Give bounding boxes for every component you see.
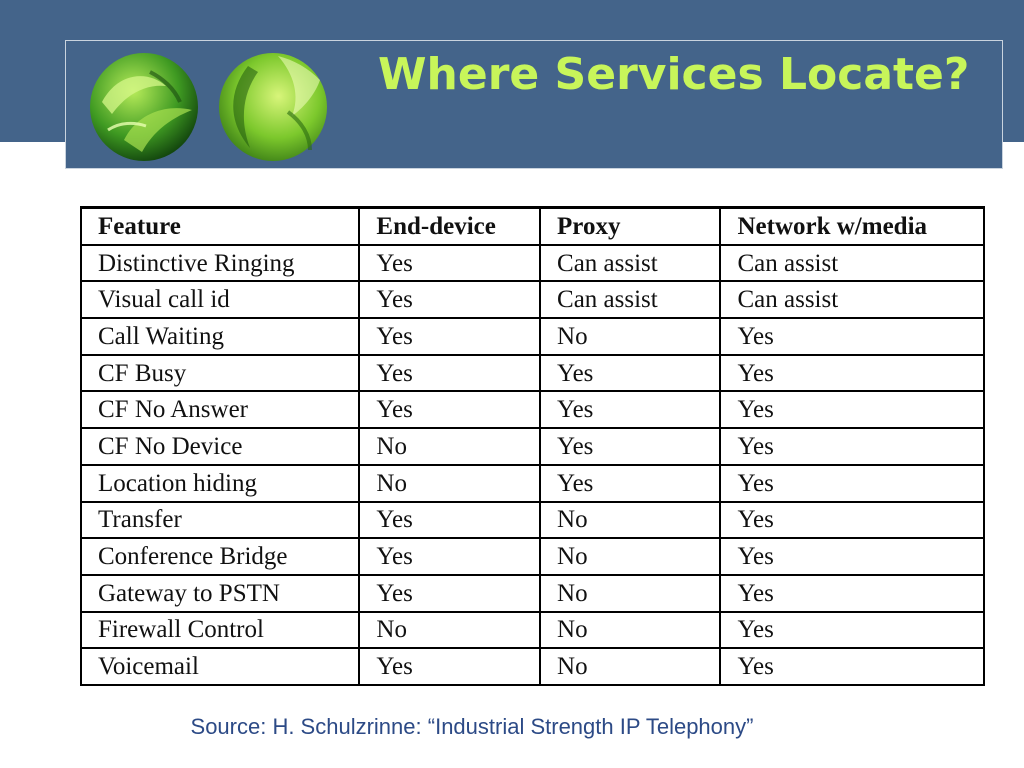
feature-cell: Conference Bridge — [81, 538, 359, 575]
end-device-cell: Yes — [359, 648, 540, 685]
network-media-cell: Can assist — [720, 281, 984, 318]
end-device-cell: Yes — [359, 355, 540, 392]
proxy-cell: No — [540, 538, 720, 575]
leaf-logo — [88, 52, 328, 162]
end-device-cell: Yes — [359, 318, 540, 355]
table-row — [81, 318, 984, 355]
proxy-cell: Yes — [540, 391, 720, 428]
end-device-cell: Yes — [359, 575, 540, 612]
leaf-logo-graphic — [88, 52, 328, 162]
end-device-cell: Yes — [359, 502, 540, 539]
network-media-cell: Yes — [720, 428, 984, 465]
end-device-cell: No — [359, 428, 540, 465]
network-media-cell: Yes — [720, 538, 984, 575]
feature-cell: CF No Answer — [81, 391, 359, 428]
proxy-cell: No — [540, 648, 720, 685]
network-media-cell: Yes — [720, 575, 984, 612]
table-row — [81, 502, 984, 539]
header-network-media: Network w/media — [720, 208, 984, 245]
feature-cell: CF Busy — [81, 355, 359, 392]
services-table — [80, 206, 985, 686]
table-row — [81, 245, 984, 282]
feature-cell: Gateway to PSTN — [81, 575, 359, 612]
end-device-cell: Yes — [359, 538, 540, 575]
table-row — [81, 648, 984, 685]
table-row — [81, 612, 984, 649]
source-prefix: Source: H. Schulzrinne: — [190, 714, 428, 739]
table-row — [81, 391, 984, 428]
proxy-cell: No — [540, 318, 720, 355]
proxy-cell: Yes — [540, 355, 720, 392]
table-row — [81, 355, 984, 392]
end-device-cell: No — [359, 465, 540, 502]
proxy-cell: No — [540, 612, 720, 649]
table-row — [81, 428, 984, 465]
network-media-cell: Can assist — [720, 245, 984, 282]
end-device-cell: Yes — [359, 245, 540, 282]
table-row — [81, 281, 984, 318]
network-media-cell: Yes — [720, 355, 984, 392]
feature-cell: CF No Device — [81, 428, 359, 465]
proxy-cell: Can assist — [540, 281, 720, 318]
header-proxy: Proxy — [540, 208, 720, 245]
slide-title: Where Services Locate? — [378, 49, 970, 100]
feature-cell: Firewall Control — [81, 612, 359, 649]
network-media-cell: Yes — [720, 391, 984, 428]
proxy-cell: Yes — [540, 428, 720, 465]
feature-cell: Visual call id — [81, 281, 359, 318]
feature-cell: Location hiding — [81, 465, 359, 502]
source-title: “Industrial Strength IP Telephony” — [427, 714, 754, 739]
feature-cell: Call Waiting — [81, 318, 359, 355]
proxy-cell: No — [540, 502, 720, 539]
end-device-cell: Yes — [359, 391, 540, 428]
source-citation — [0, 714, 944, 740]
proxy-cell: Can assist — [540, 245, 720, 282]
proxy-cell: No — [540, 575, 720, 612]
proxy-cell: Yes — [540, 465, 720, 502]
feature-cell: Voicemail — [81, 648, 359, 685]
network-media-cell: Yes — [720, 502, 984, 539]
network-media-cell: Yes — [720, 612, 984, 649]
network-media-cell: Yes — [720, 318, 984, 355]
feature-cell: Transfer — [81, 502, 359, 539]
table-row — [81, 538, 984, 575]
end-device-cell: Yes — [359, 281, 540, 318]
feature-cell: Distinctive Ringing — [81, 245, 359, 282]
table-row — [81, 465, 984, 502]
end-device-cell: No — [359, 612, 540, 649]
header-end-device: End-device — [359, 208, 540, 245]
table-row — [81, 575, 984, 612]
network-media-cell: Yes — [720, 648, 984, 685]
header-feature: Feature — [81, 208, 359, 245]
network-media-cell: Yes — [720, 465, 984, 502]
table-header-row — [81, 208, 984, 245]
